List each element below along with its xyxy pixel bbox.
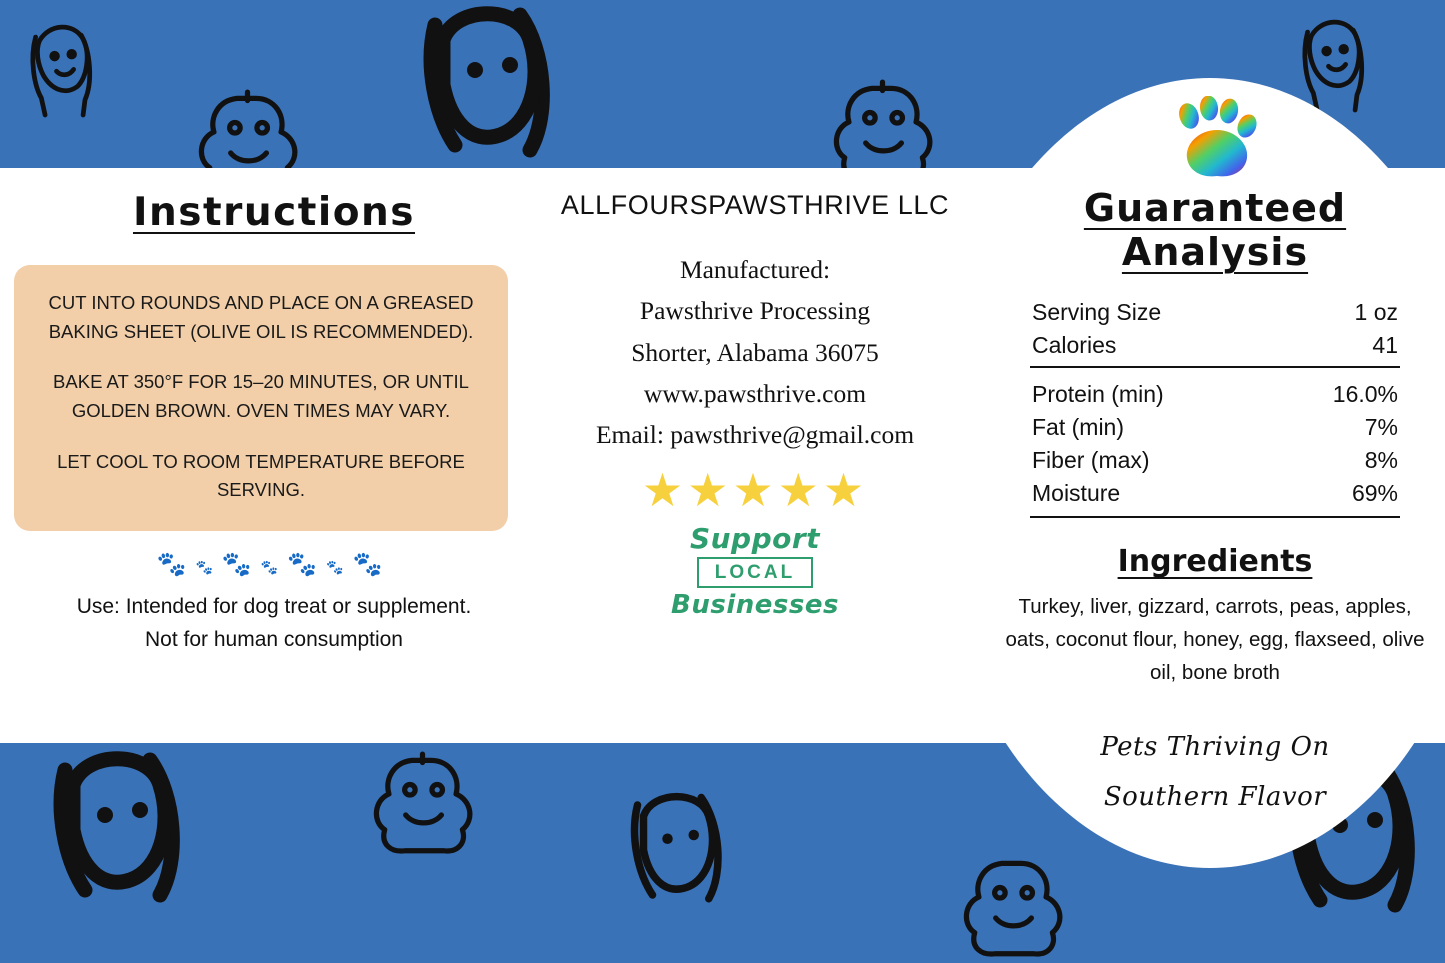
table-row bbox=[1030, 367, 1400, 411]
paw-icon: 🐾 bbox=[221, 551, 261, 579]
tie-dye-paw-icon bbox=[1167, 96, 1263, 182]
analysis-value: 69% bbox=[1275, 477, 1400, 517]
brand-tagline bbox=[990, 723, 1440, 822]
guaranteed-analysis-heading: Guaranteed Analysis bbox=[1083, 186, 1347, 274]
manufactured-label: Manufactured: bbox=[679, 255, 831, 284]
paw-icon: 🐾 bbox=[352, 551, 392, 579]
table-row bbox=[1030, 477, 1400, 517]
analysis-value: 7% bbox=[1364, 414, 1398, 440]
analysis-label: Fiber (max) bbox=[1032, 447, 1150, 473]
facility-address: Shorter, Alabama 36075 bbox=[631, 337, 879, 367]
support-badge-bottom: Businesses bbox=[671, 590, 839, 621]
support-local-businesses-badge bbox=[540, 522, 970, 621]
brand-logo bbox=[990, 96, 1440, 182]
analysis-column bbox=[990, 96, 1440, 822]
manufacturer-column bbox=[540, 190, 970, 621]
paw-icon: 🐾 bbox=[260, 559, 288, 576]
table-row bbox=[1030, 329, 1400, 367]
ingredients-text: Turkey, liver, gizzard, carrots, peas, apples, oats, coconut flour, honey, egg, flaxseed, olive oil, bone broth bbox=[1005, 595, 1425, 684]
paw-icon: 🐾 bbox=[195, 559, 222, 576]
analysis-value: 8% bbox=[1364, 447, 1398, 473]
analysis-label: Calories bbox=[1030, 329, 1275, 367]
ingredients-heading: Ingredients bbox=[1117, 544, 1313, 579]
instructions-heading: Instructions bbox=[132, 190, 416, 235]
website-link[interactable]: www.pawsthrive.com bbox=[643, 378, 867, 408]
analysis-label: Protein (min) bbox=[1032, 381, 1164, 407]
instruction-step-3: LET COOL TO ROOM TEMPERATURE BEFORE SERVING. bbox=[57, 450, 465, 501]
instructions-column bbox=[14, 190, 534, 656]
table-row bbox=[1030, 411, 1400, 444]
use-statement-line2: Not for human consumption bbox=[145, 627, 403, 651]
facility-name: Pawsthrive Processing bbox=[639, 296, 871, 326]
paw-print-divider bbox=[14, 553, 534, 577]
tagline-line1: Pets Thriving On bbox=[1100, 732, 1330, 763]
paw-icon: 🐾 bbox=[287, 551, 327, 579]
instructions-box bbox=[14, 265, 508, 531]
use-statement-line1: Use: Intended for dog treat or supplement. bbox=[76, 595, 472, 619]
analysis-value: 1 oz bbox=[1354, 299, 1398, 325]
table-row bbox=[1030, 296, 1400, 329]
guaranteed-analysis-table bbox=[1030, 296, 1400, 518]
instruction-step-2: BAKE AT 350°F FOR 15–20 MINUTES, OR UNTIL GOLDEN BROWN. OVEN TIMES MAY VARY. bbox=[53, 371, 469, 422]
instruction-step-1: CUT INTO ROUNDS AND PLACE ON A GREASED BAKING SHEET (OLIVE OIL IS RECOMMENDED). bbox=[48, 292, 474, 342]
company-name: ALLFOURSPAWSTHRIVE LLC bbox=[560, 190, 950, 220]
analysis-label: Moisture bbox=[1030, 477, 1275, 517]
support-badge-middle: LOCAL bbox=[697, 557, 813, 588]
paw-icon: 🐾 bbox=[326, 559, 353, 576]
analysis-label: Fat (min) bbox=[1032, 414, 1124, 440]
table-row bbox=[1030, 444, 1400, 477]
analysis-value: 41 bbox=[1275, 329, 1400, 367]
analysis-label: Serving Size bbox=[1032, 299, 1162, 325]
email-link[interactable]: Email: pawsthrive@gmail.com bbox=[595, 420, 915, 450]
analysis-value: 16.0% bbox=[1332, 381, 1398, 407]
paw-icon: 🐾 bbox=[156, 551, 196, 579]
tagline-line2: Southern Flavor bbox=[1103, 781, 1327, 812]
rating-stars: ★★★★★ bbox=[641, 464, 869, 517]
support-badge-top: Support bbox=[689, 522, 821, 556]
